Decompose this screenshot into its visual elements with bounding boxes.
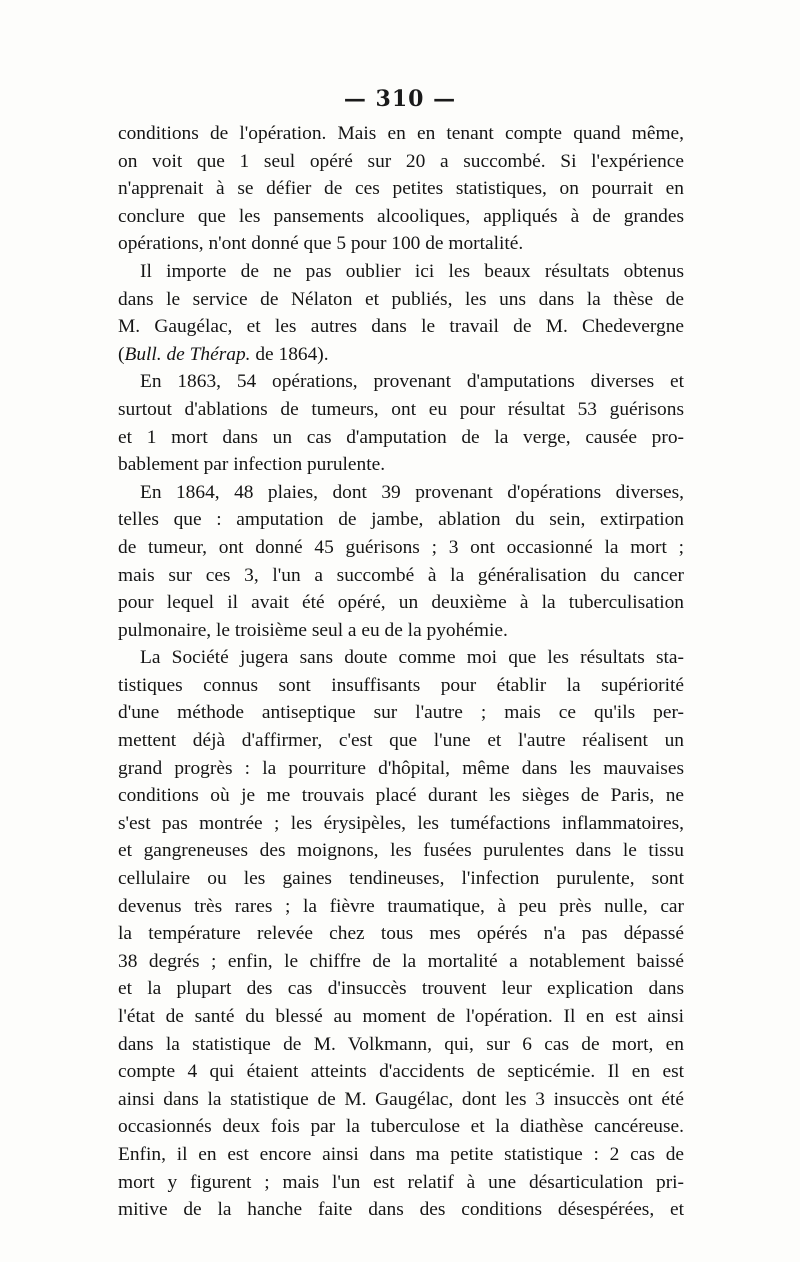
text-line: M. Gaugélac, et les autres dans le travail de M. Chedevergne [118, 316, 684, 338]
text-line: En 1863, 54 opérations, provenant d'amputations diverses et [140, 371, 684, 393]
text-line: et 1 mort dans un cas d'amputation de la verge, causée pro- [118, 426, 684, 448]
text-line: telles que : amputation de jambe, ablation du sein, extirpation [118, 509, 684, 531]
text-line: et la plupart des cas d'insuccès trouvent leur explication dans [118, 978, 684, 1000]
text-line: Il importe de ne pas oublier ici les beaux résultats obtenus [140, 260, 684, 282]
text-line: d'une méthode antiseptique sur l'autre ; mais ce qu'ils per- [118, 702, 684, 724]
text-line: devenus très rares ; la fièvre traumatique, à peu près nulle, car [118, 895, 684, 917]
text-line: on voit que 1 seul opéré sur 20 a succombé. Si l'expérience [118, 150, 684, 172]
text-line: La Société jugera sans doute comme moi que les résultats sta- [140, 647, 684, 669]
text-line: cellulaire ou les gaines tendineuses, l'infection purulente, sont [118, 868, 684, 890]
text-line: pour lequel il avait été opéré, un deuxième à la tuberculisation [118, 592, 684, 614]
text-line: mitive de la hanche faite dans des conditions désespérées, et [118, 1199, 684, 1221]
text-line: (Bull. de Thérap. de 1864). [118, 343, 329, 365]
text-line: bablement par infection purulente. [118, 454, 386, 476]
text-line: 38 degrés ; enfin, le chiffre de la mortalité a notablement baissé [118, 950, 684, 972]
text-line: occasionnés deux fois par la tuberculose et la diathèse cancéreuse. [118, 1116, 684, 1138]
text-line: la température relevée chez tous mes opérés n'a pas dépassé [118, 923, 684, 945]
text-line: En 1864, 48 plaies, dont 39 provenant d'opérations diverses, [140, 481, 684, 503]
text-line: dans le service de Nélaton et publiés, les uns dans la thèse de [118, 288, 684, 310]
text-line: surtout d'ablations de tumeurs, ont eu pour résultat 53 guérisons [118, 398, 684, 420]
text-line: conditions où je me trouvais placé durant les sièges de Paris, ne [118, 785, 684, 807]
page-number: — 310 — [343, 86, 457, 112]
text-line: compte 4 qui étaient atteints d'accidents de septicémie. Il en est [118, 1061, 684, 1083]
text-line: s'est pas montrée ; les érysipèles, les tuméfactions inflammatoires, [118, 812, 684, 834]
text-line: pulmonaire, le troisième seul a eu de la pyohémie. [118, 619, 508, 641]
text-line: mort y figurent ; mais l'un est relatif à une désarticulation pri- [118, 1171, 684, 1193]
text-line: conclure que les pansements alcooliques, appliqués à de grandes [118, 205, 684, 227]
text-line: opérations, n'ont donné que 5 pour 100 de mortalité. [118, 233, 524, 255]
text-line: Enfin, il en est encore ainsi dans ma petite statistique : 2 cas de [118, 1143, 684, 1165]
text-line: tistiques connus sont insuffisants pour établir la supériorité [118, 674, 684, 696]
text-line: mettent déjà d'affirmer, c'est que l'une et l'autre réalisent un [118, 730, 684, 752]
text-line: n'apprenait à se défier de ces petites statistiques, on pourrait en [118, 178, 684, 200]
text-line: conditions de l'opération. Mais en en tenant compte quand même, [118, 123, 684, 144]
body-text [118, 120, 684, 1224]
text-line: mais sur ces 3, l'un a succombé à la généralisation du cancer [118, 564, 684, 586]
text-line: l'état de santé du blessé au moment de l'opération. Il en est ainsi [118, 1006, 684, 1027]
text-line: dans la statistique de M. Volkmann, qui, sur 6 cas de mort, en [118, 1033, 684, 1055]
text-line: grand progrès : la pourriture d'hôpital, même dans les mauvaises [118, 757, 684, 779]
text-line: ainsi dans la statistique de M. Gaugélac, dont les 3 insuccès ont été [118, 1088, 684, 1110]
text-line: et gangreneuses des moignons, les fusées purulentes dans le tissu [118, 840, 684, 862]
text-line: de tumeur, ont donné 45 guérisons ; 3 ont occasionné la mort ; [118, 536, 684, 558]
